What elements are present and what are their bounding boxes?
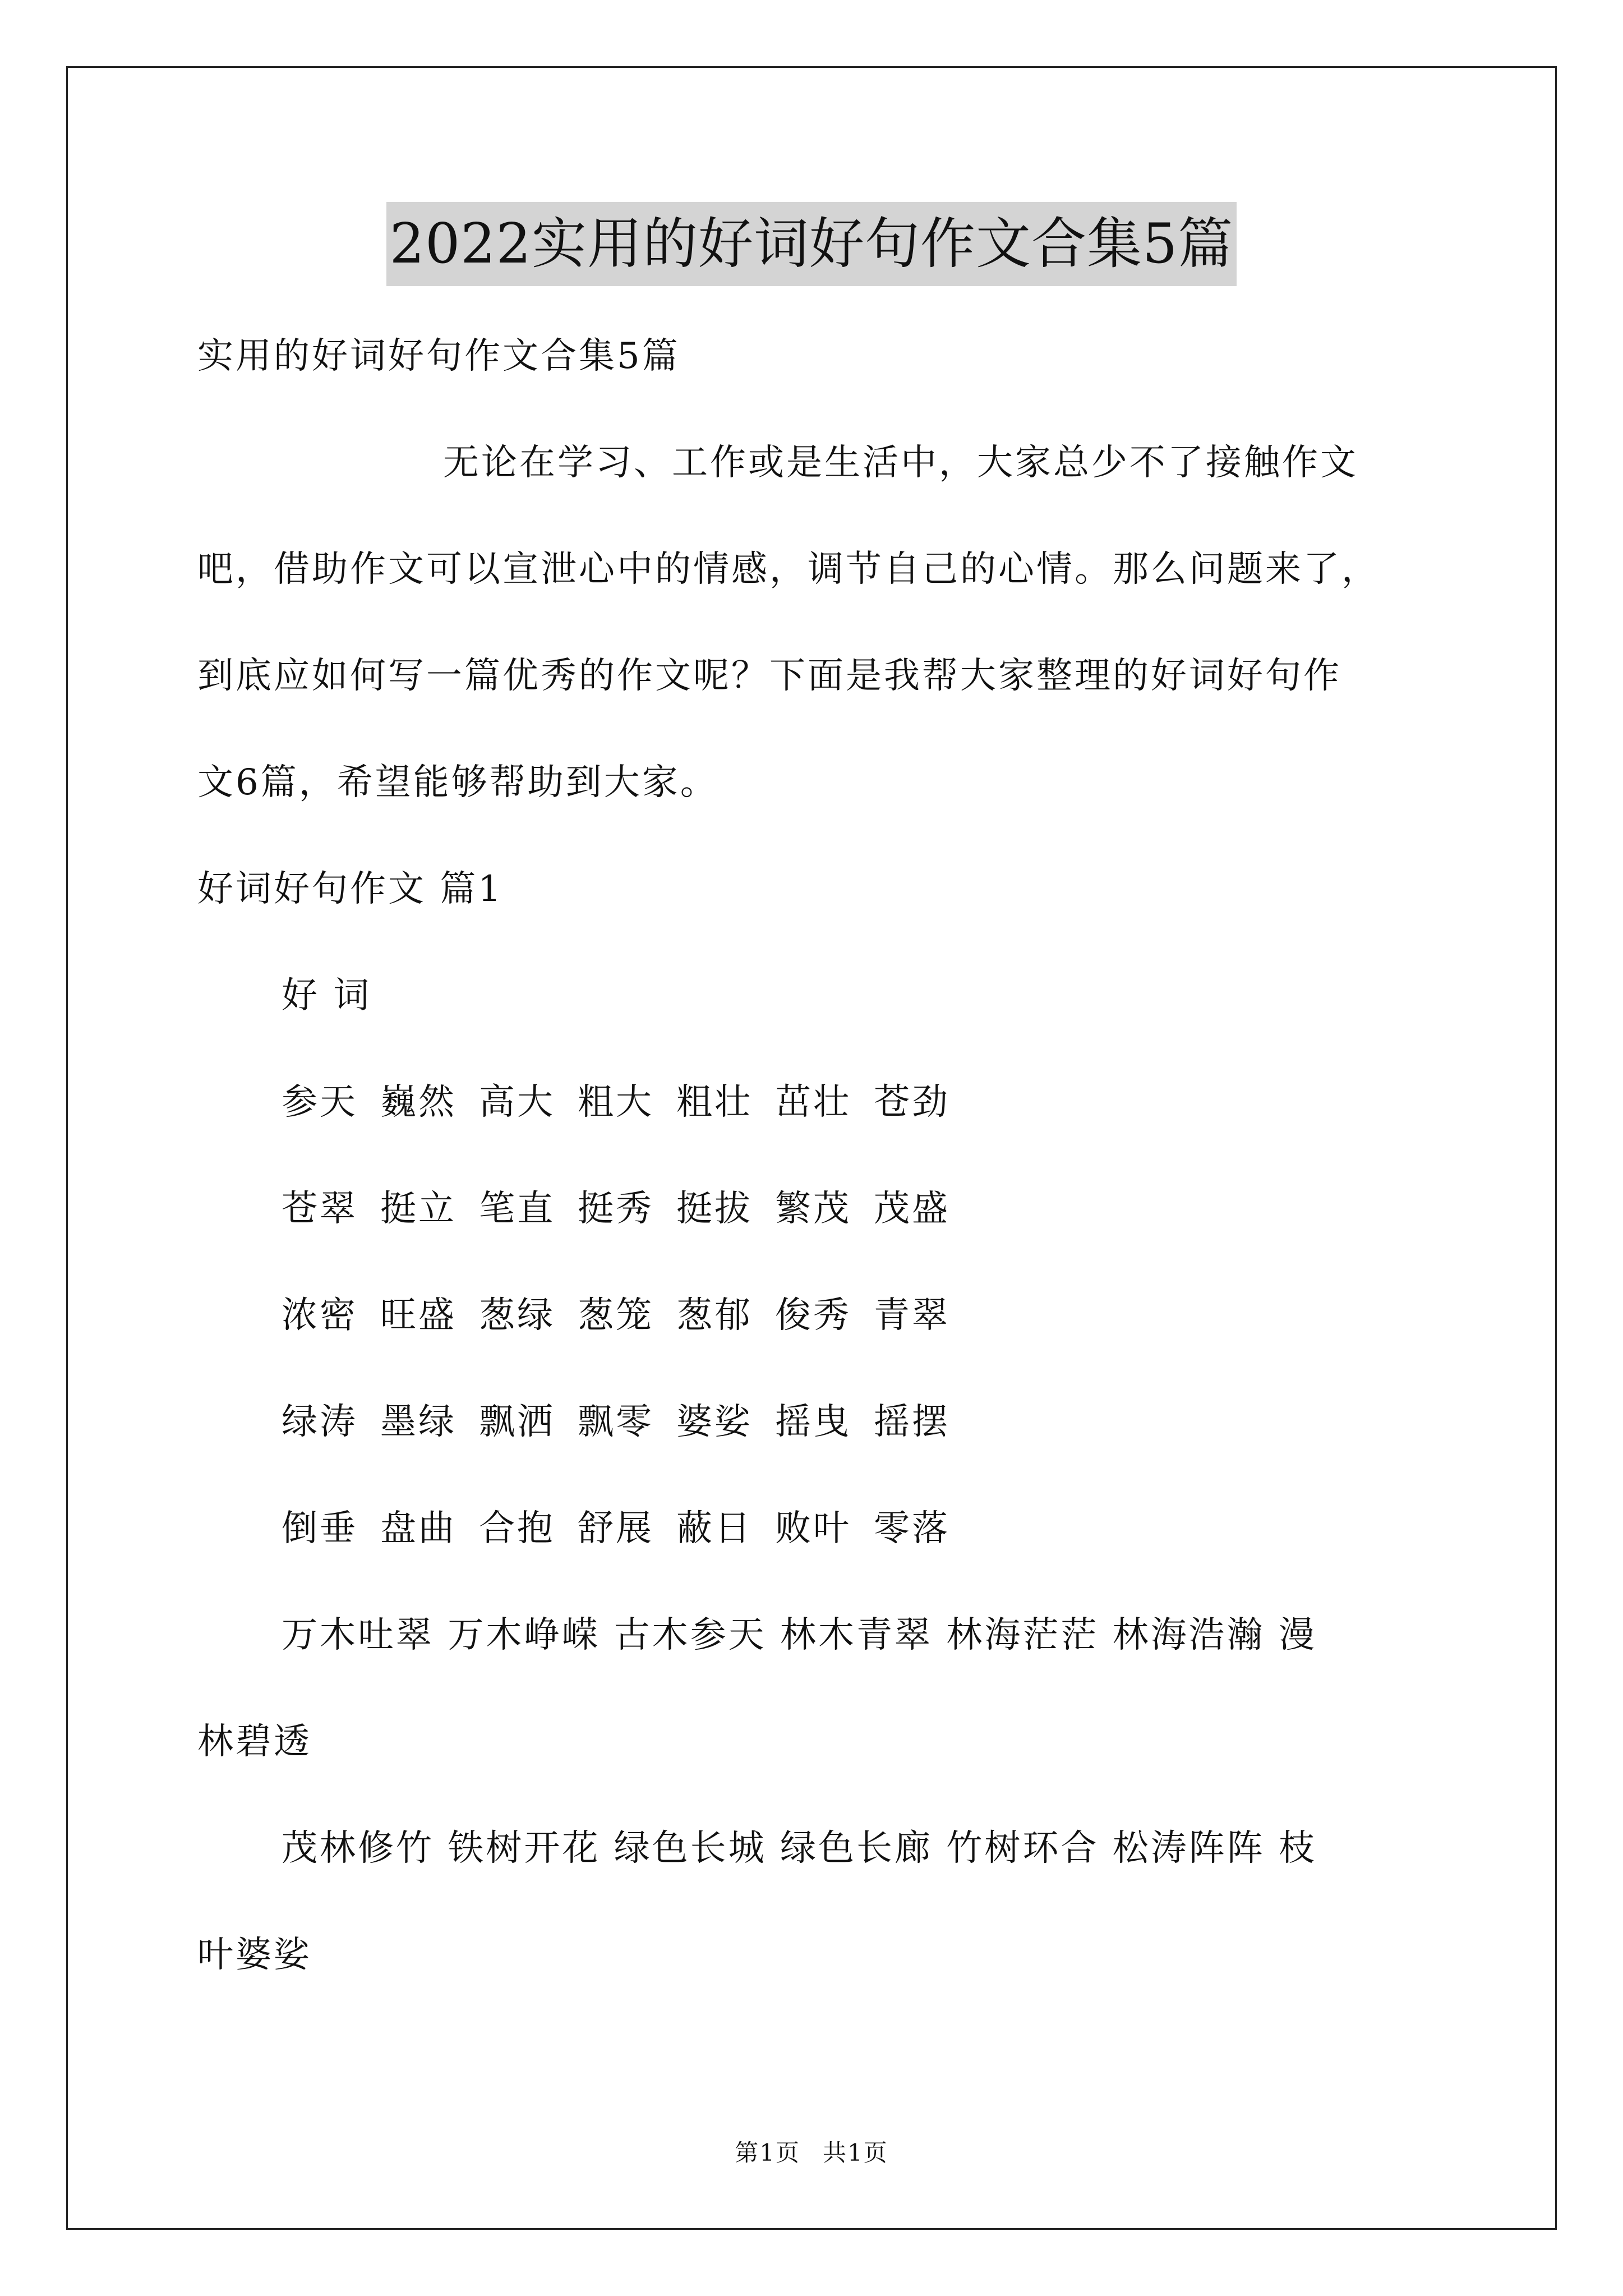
word: 粗大 (578, 1082, 654, 1123)
word: 零落 (874, 1508, 950, 1549)
intro-line-4: 文6篇，希望能够帮助到大家。 (197, 762, 718, 803)
idiom-line-4: 叶婆娑 (197, 1934, 312, 1976)
page-total: 共1页 (823, 2139, 888, 2166)
word-row-4 (197, 1369, 1426, 1475)
word: 繁茂 (775, 1188, 851, 1230)
page-footer (0, 2134, 1623, 2168)
word: 俊秀 (775, 1295, 851, 1336)
word: 舒展 (578, 1508, 654, 1549)
word: 蔽日 (676, 1508, 753, 1549)
word: 苍翠 (282, 1188, 358, 1230)
title-container (0, 202, 1623, 286)
document-title: 2022实用的好词好句作文合集5篇 (386, 202, 1237, 286)
word: 青翠 (874, 1295, 950, 1336)
word: 葱郁 (676, 1295, 753, 1336)
word-row-3 (197, 1262, 1426, 1369)
word: 笔直 (479, 1188, 555, 1230)
document-body (197, 303, 1426, 2008)
section-heading: 好词好句作文 篇1 (197, 868, 504, 910)
word: 巍然 (380, 1082, 457, 1123)
intro-line-1: 无论在学习、工作或是生活中，大家总少不了接触作文 (443, 442, 1358, 484)
word: 葱笼 (578, 1295, 654, 1336)
subtitle: 实用的好词好句作文合集5篇 (197, 335, 680, 377)
word-row-2 (197, 1156, 1426, 1262)
intro-line-3: 到底应如何写一篇优秀的作文呢？下面是我帮大家整理的好词好句作 (197, 655, 1341, 697)
word: 婆娑 (676, 1401, 753, 1443)
word: 浓密 (282, 1295, 358, 1336)
word: 败叶 (775, 1508, 851, 1549)
word: 旺盛 (380, 1295, 457, 1336)
idiom-line-3: 茂林修竹 铁树开花 绿色长城 绿色长廊 竹树环合 松涛阵阵 枝 (282, 1828, 1317, 1869)
word: 挺拔 (676, 1188, 753, 1230)
word: 苍劲 (874, 1082, 950, 1123)
word: 挺秀 (578, 1188, 654, 1230)
word: 绿涛 (282, 1401, 358, 1443)
idiom-line-1: 万木吐翠 万木峥嵘 古木参天 林木青翠 林海茫茫 林海浩瀚 漫 (282, 1614, 1317, 1656)
word: 葱绿 (479, 1295, 555, 1336)
word-row-1 (197, 1049, 1426, 1156)
word: 茂盛 (874, 1188, 950, 1230)
word: 合抱 (479, 1508, 555, 1549)
word: 摇摆 (874, 1401, 950, 1443)
word-row-5 (197, 1475, 1426, 1582)
idiom-line-2: 林碧透 (197, 1721, 312, 1763)
word: 挺立 (380, 1188, 457, 1230)
word: 墨绿 (380, 1401, 457, 1443)
word: 飘洒 (479, 1401, 555, 1443)
word: 参天 (282, 1082, 358, 1123)
intro-line-2: 吧，借助作文可以宣泄心中的情感，调节自己的心情。那么问题来了， (197, 549, 1380, 590)
good-words-label: 好 词 (282, 975, 372, 1016)
word: 摇曳 (775, 1401, 851, 1443)
word: 盘曲 (380, 1508, 457, 1549)
word: 茁壮 (775, 1082, 851, 1123)
word: 飘零 (578, 1401, 654, 1443)
word: 倒垂 (282, 1508, 358, 1549)
page-number: 第1页 (735, 2139, 800, 2166)
word: 高大 (479, 1082, 555, 1123)
word: 粗壮 (676, 1082, 753, 1123)
